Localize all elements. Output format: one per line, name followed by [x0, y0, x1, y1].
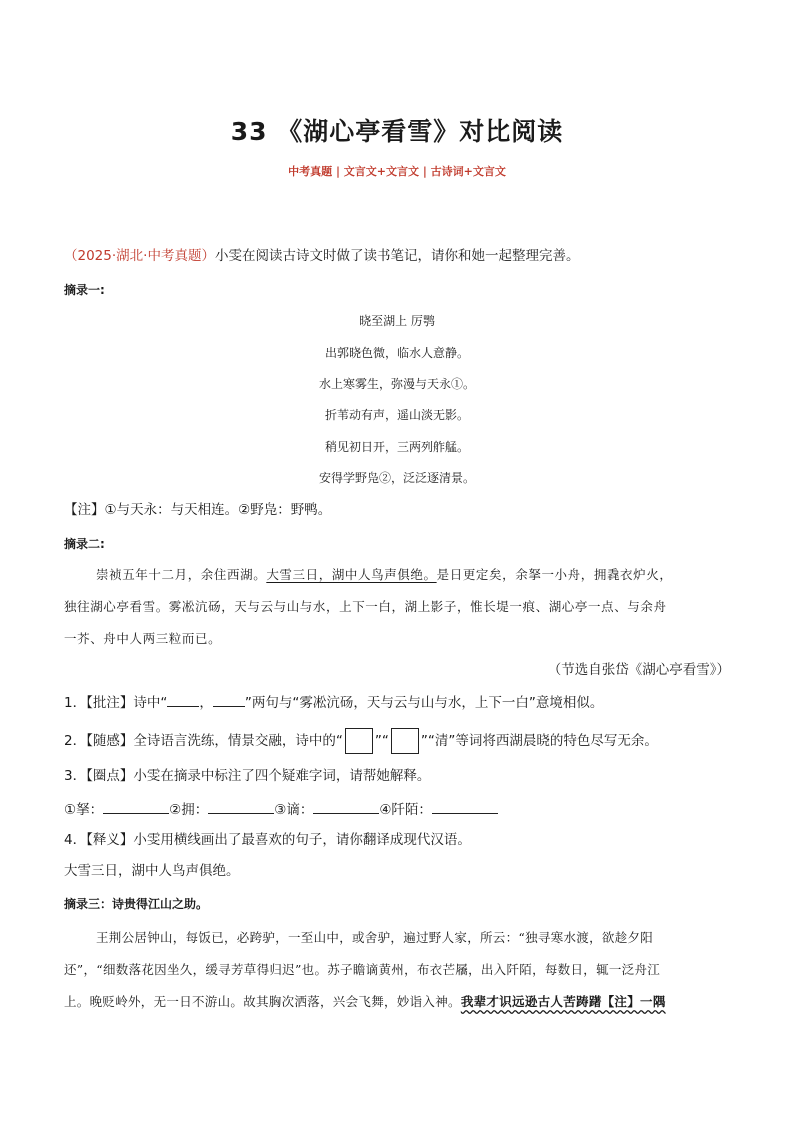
excerpt2-text: 一小舟，: [541, 567, 594, 582]
poem-line: 出郭晓色微，临水人意静。: [324, 346, 469, 360]
excerpt2-label: 摘录二:: [64, 537, 105, 551]
q2-text: 2．【随感】全诗语言洗练，情景交融，诗中的“: [64, 733, 343, 749]
excerpt2-text: 是日更定矣，余: [436, 567, 529, 582]
poem-line: 稍见初日开，三两列舴艋。: [324, 440, 469, 454]
excerpt2-line: [96, 565, 672, 583]
poem-line: 安得学野凫②，泛泛逐清景。: [318, 471, 475, 485]
q2-text: ”“清”等词将西湖晨晓的特色尽写无余。: [420, 733, 658, 749]
q2-text: ”“: [374, 733, 389, 749]
q3-item-label: ①拏：: [64, 802, 104, 818]
question-2: [64, 728, 658, 754]
source-label: （2025·湖北·中考真题）: [64, 248, 215, 264]
underlined-sentence: 大雪三日，湖中人鸟声俱绝。: [266, 567, 437, 582]
q3-item-label: ④阡陌：: [379, 802, 432, 818]
excerpt3-text: 上。晚贬岭外，无一日不游山。故其胸次洒落，兴会飞舞，妙诣入神。: [64, 994, 461, 1009]
page-title: 33 《湖心亭看雪》对比阅读: [230, 117, 564, 146]
q1-text: ”两句与“雾凇沆砀，天与云与山与水，上下一白”意境相似。: [244, 695, 604, 711]
q1-text: ，: [199, 695, 213, 711]
poem-title: 晓至湖上 厉鹗: [359, 314, 435, 328]
excerpt2-line: 独往湖心亭看雪。雾凇沆砀，天与云与山与水，上下一白，湖上影子，惟长堤一痕、湖心亭一点、与余舟: [64, 599, 667, 614]
poem-line: 折苇动有声，遥山淡无影。: [324, 408, 469, 422]
question-4: 4．【释义】小雯用横线画出了最喜欢的句子，请你翻译成现代汉语。: [64, 832, 471, 848]
poem-note: 【注】①与天永：与天相连。②野凫：野鸭。: [64, 502, 332, 518]
question-4-sentence: 大雪三日，湖中人鸟声俱绝。: [64, 863, 240, 879]
answer-blank[interactable]: [103, 799, 169, 814]
question-3: 3．【圈点】小雯在摘录中标注了四个疑难字词，请帮她解释。: [64, 768, 431, 784]
question-1: [64, 692, 603, 713]
page-subtitle: 中考真题 | 文言文+文言文 | 古诗词+文言文: [288, 165, 506, 178]
annotated-word: 拏: [528, 567, 542, 582]
answer-box[interactable]: [345, 728, 373, 754]
answer-blank[interactable]: [208, 799, 274, 814]
answer-box[interactable]: [391, 728, 419, 754]
excerpt2-text: 崇祯五年十二月，余住西湖。: [96, 567, 267, 582]
poem-line: 水上寒雾生，弥漫与天永①。: [318, 377, 475, 391]
citation: （节选自张岱《湖心亭看雪》）: [547, 662, 730, 678]
q3-item-label: ②拥：: [169, 802, 209, 818]
excerpt3-label: 摘录三：诗贵得江山之助。: [64, 897, 209, 911]
excerpt1-label: 摘录一:: [64, 283, 105, 297]
answer-blank[interactable]: [313, 799, 379, 814]
intro-text: 小雯在阅读古诗文时做了读书笔记，请你和她一起整理完善。: [214, 248, 580, 264]
excerpt3-line: [64, 992, 666, 1010]
answer-blank[interactable]: [432, 799, 498, 814]
annotated-word: 拥: [593, 567, 607, 582]
excerpt2-line: 一芥、舟中人两三粒而已。: [64, 631, 222, 646]
q3-item-label: ③谪：: [274, 802, 314, 818]
intro-line: [64, 246, 579, 266]
excerpt3-line: 还”，“细数落花因坐久，缓寻芳草得归迟”也。苏子瞻谪黄州，布衣芒屩，出入阡陌，每数日，辄一泛舟江: [64, 962, 661, 977]
underlined-sentence: 我辈才识远逊古人苦踌躇【注】一隅: [460, 994, 666, 1009]
excerpt2-text: 毳衣炉火，: [606, 567, 673, 582]
answer-blank[interactable]: [213, 692, 245, 707]
answer-blank[interactable]: [167, 692, 199, 707]
q1-text: 1．【批注】诗中“: [64, 695, 168, 711]
question-3-items: [64, 799, 498, 820]
excerpt3-line: 王荆公居钟山，每饭已，必跨驴，一至山中，或舍驴，遍过野人家，所云：“独寻寒水渡，欲趁夕阳: [96, 930, 654, 945]
